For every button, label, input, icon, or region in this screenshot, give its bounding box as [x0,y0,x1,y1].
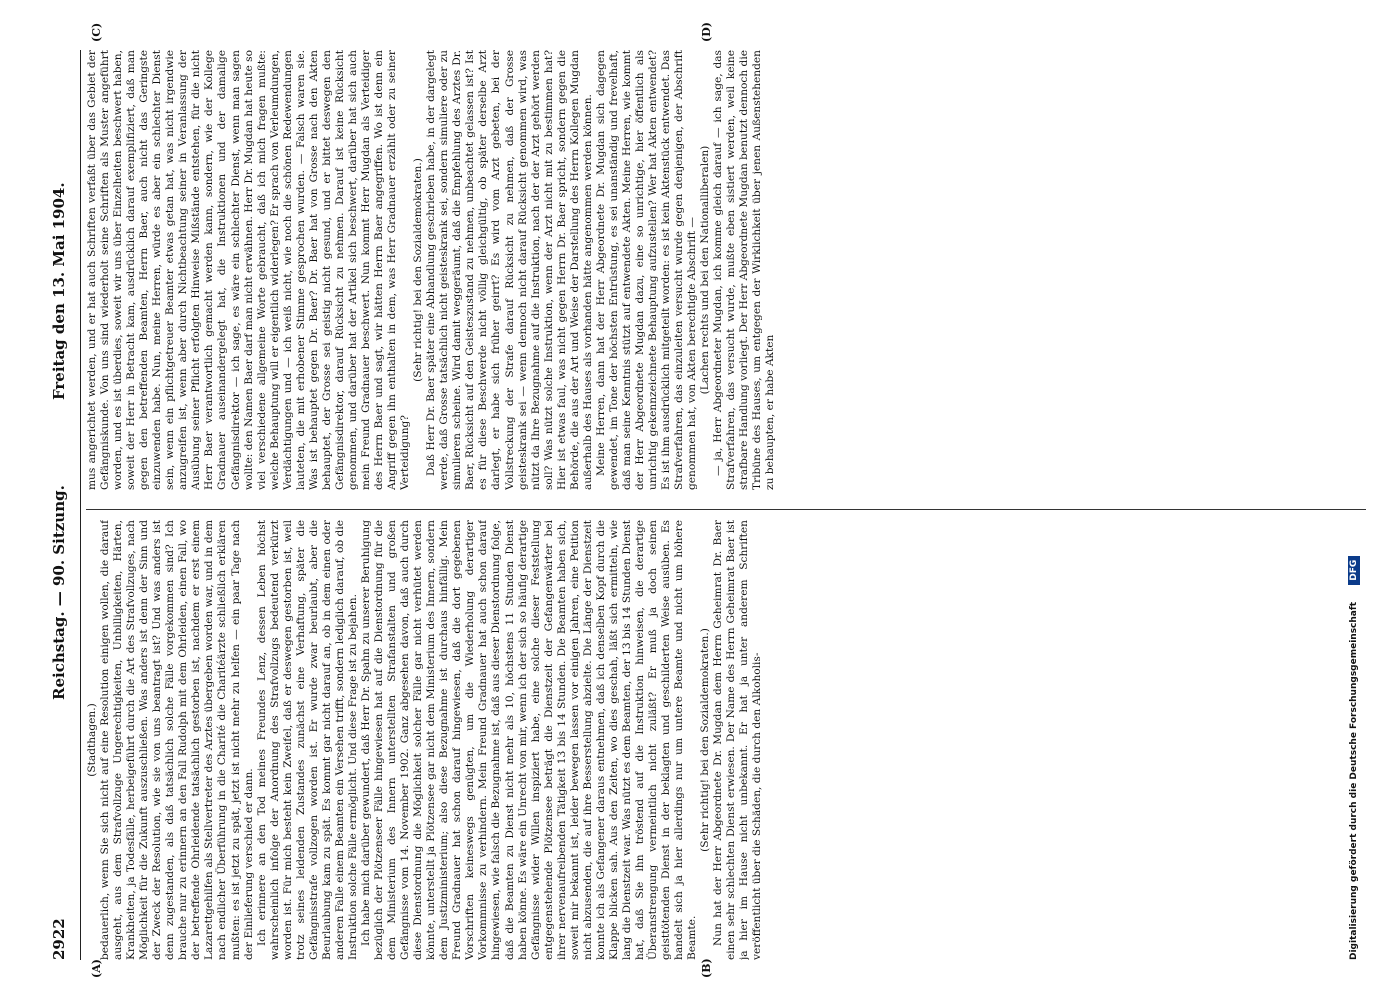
interjection: (Sehr richtig! bei den Sozialdemokraten.) [699,628,712,852]
paragraph: Meine Herren, dann hat der Herr Abgeordnete Dr. Mugdan sich dagegen gewendet, im Tone der höchsten Entrüstung, es sei unanständig und frevelhaft, daß man seine Kenntnis stützt auf entwendete Akten. Meine Herren, wie kommt der Herr Abgeordnete Mugdan dazu, eine so unrichtige, hier öffentlich als unrichtig gekennzeichnete Behauptung aufzustellen? Wer hat Akten entwendet? Es ist ihm ausdrücklich mitgeteilt worden: es ist kein Aktenstück entwendet. Das Strafverfahren, das einzuleiten versucht wurde gegen denjenigen, der Abschrift genommen hat, von Akten berechtigte Abschrift — [594,50,699,490]
paragraph: Ich erinnere an den Tod meines Freundes Lenz, dessen Leben höchst wahrscheinlich infolge der Anordnung des Strafvollzugs bedeutend verkürzt worden ist. Für mich besteht kein Zweifel, daß er deswegen gestorben ist, weil trotz seines leidenden Zustandes zunächst eine Verhaftung, später die Gefängnisstrafe vollzogen worden ist. Er wurde zwar beurlaubt, aber die Beurlaubung kam zu spät. Es kommt gar nicht darauf an, ob in dem einen oder anderen Falle einem Beamten ein Versehen trifft, sondern lediglich darauf, ob die Instruktion solche Fälle ermöglicht. Und diese Frage ist zu bejahen. [255,520,359,960]
paragraph: — ja, Herr Abgeordneter Mugdan, ich komme gleich darauf — ich sage, das Strafverfahren, das versucht wurde, mußte eben sistiert werden, weil keine strafbare Handlung vorliegt. Der Herr Abgeordnete Mugdan benutzt dennoch die Tribüne des Hauses, um entgegen der Wirklichkeit über jenen Außenstehenden zu behaupten, er habe Akten [712,50,777,490]
digitization-credit [1348,30,1378,960]
paragraph: mus angerichtet werden, und er hat auch Schriften verfaßt über das Gebiet der Gefängniskunde. Von uns sind wiederholt seine Schriften als Muster angeführt worden, und es ist überdies, soweit wir uns über Einzelheiten beschwert haben, soweit der Herr in Betracht kam, ausdrücklich darauf exemplifiziert, daß man gegen den betreffenden Beamten, Herrn Baer, auch nicht das Geringste einzuwenden habe. Nun, meine Herren, würde es aber ein schlechter Dienst sein, wenn ein pflichtgetreuer Beamter etwas getan hat, was nicht irgendwie anzugreifen ist, wenn aber durch Nichtbeachtung seiner in Veranlassung der Ausübung seiner Pflicht erfolgten Hinweise Mißstände entstehen, für die nicht Herr Baer verantwortlich gemacht werden kann, sondern, wie der Kollege Gradnauer auseinandergelegt hat, die Instruktionen und der damalige Gefängnisdirektor — ich sage, es wäre ein schlechter Dienst, wenn man sagen wollte: den Namen Baer darf man nicht erwähnen. Herr Dr. Mugdan hat heute so viel verschiedene allgemeine Worte gebraucht, daß ich mich fragen mußte: welche Behauptung will er eigentlich widerlegen? Er sprach von Verleumdungen, Verdächtigungen und — ich weiß nicht, wie noch die schönen Redewendungen lauteten, die mit erhobener Stimme gesprochen wurden. — Falsch waren sie. Was ist behauptet gegen Dr. Baer? Dr. Baer hat von Grosse nach den Akten behauptet, der Grosse sei geistig nicht gesund, und er bittet deswegen den Gefängnisdirektor, darauf Rücksicht zu nehmen. Darauf ist keine Rücksicht genommen, und darüber hat der Artikel sich beschwert, darüber hat sich auch mein Freund Gradnauer beschwert. Nun kommt Herr Mugdan als Verteidiger des Herrn Baer und sagt, wir hätten Herrn Baer angegriffen. Wo ist denn ein Angriff gegen ihn enthalten in dem, was Herr Gradnauer erzählt oder zu seiner Verteidigung? [86,50,412,490]
right-column [86,50,1366,490]
paragraph: Ich habe mich darüber gewundert, daß Herr Dr. Spahn zu unserer Beruhigung bezüglich der Plötzenseer Fälle hingewiesen hat auf die Dienstordnung für die dem Ministerium des Innern unterstellten Strafanstalten und großen Gefängnisse vom 14. November 1902. Ganz abgesehen davon, daß auch durch diese Dienstordnung die Möglichkeit solcher Fälle gar nicht verhütet werden könnte, unterstellt ja Plötzensee gar nicht dem Ministerium des Innern, sondern dem Justizministerium; also diese Bezugnahme ist durchaus hinfällig. Mein Freund Gradnauer hat schon darauf hingewiesen, daß die dort gegebenen Vorschriften keineswegs genügten, um die Wiederholung derartiger Vorkommnisse zu verhindern. Mein Freund Gradnauer hat auch schon darauf hingewiesen, wie falsch die Bezugnahme ist, daß aus dieser Dienstordnung folge, daß die Beamten zu Dienst nicht mehr als 10, höchstens 11 Stunden Dienst haben könne. Es wäre ein Unrecht von mir, wenn ich der sich so häufig derartige Gefängnisse wider Willen inspiziert habe, eine solche dieser Feststellung entgegenstehende Plötzensee beträgt die Dienstzeit der Gefangenwärter bei ihrer nervenaufreibenden Tätigkeit 13 bis 14 Stunden. Die Beamten haben sich, soweit mir bekannt ist, leider bewegen lassen vor einigen Jahren, eine Petition nicht abzusenden, die auf ihre Besserstellung abzielte. Die Länge der Dienstzeit konnte ich als Gefangener daraus entnehmen, daß ich denselben Kopf durch die Klappe blicken sah. Aus den Zeiten, wo dies geschah, läßt sich ermitteln, wie lang die Dienstzeit war. Was nützt es dem Beamten, der 13 bis 14 Stunden Dienst hat, daß Sie ihn tröstend auf die Instruktion hinweisen, die derartige Überanstrengung vermeintlich nicht zuläßt? Er muß ja doch seinen geisttötenden Dienst in der beklagten und geschilderten Weise ausüben. Es handelt sich ja hier allerdings nur um untere Beamte und nicht um höhere Beamte. [359,520,699,960]
speaker-tag: (Stadthagen.) [86,703,98,777]
margin-mark-c: (C) [90,22,103,42]
interjection: (Lachen rechts und bei den Nationalliberalen) [699,145,712,395]
paragraph: Daß Herr Dr. Baer später eine Abhandlung geschrieben habe, in der dargelegt werde, daß Grosse tatsächlich nicht geisteskrank sei, sondern simuliere oder zu simulieren scheine. Wird damit weggeräumt, daß die Empfehlung des Arztes Dr. Baer, Rücksicht auf den Geisteszustand zu nehmen, unbeachtet gelassen ist? Ist es für diese Beschwerde nicht völlig gleichgültig, ob später derselbe Arzt darlegt, er habe sich früher geirrt? Es wird vom Arzt gebeten, bei der Vollstreckung der Strafe darauf Rücksicht zu nehmen, daß der Grosse geisteskrank sei — wenn dennoch nicht darauf Rücksicht genommen wird, was nützt da Ihre Bezugnahme auf die Instruktion, nach der der Arzt gehört werden soll? Was nützt solche Instruktion, wenn der Arzt nicht mit zu bestimmen hat? Hier ist etwas faul, was nicht gegen Herrn Dr. Baer spricht, sondern gegen die Behörde, die aus der Art und Weise der Darstellung des Herrn Kollegen Mugdan außerhalb des Hauses als vorhanden hätte angenommen werden können. [425,50,594,490]
session-title: Reichstag. — 90. Sitzung. [50,485,68,700]
credit-text: Digitalisierung gefördert durch die Deutsche Forschungsgemeinschaft [1349,601,1359,960]
interjection: (Sehr richtig! bei den Sozialdemokraten.) [412,158,425,382]
page-number: 2922 [50,918,68,960]
paragraph: Nun hat der Herr Abgeordnete Dr. Mugdan dem Herrn Geheimrat Dr. Baer einen sehr schlechten Dienst erwiesen. Der Name des Herrn Geheimrat Baer ist ja hier im Hause nicht unbekannt. Er hat ja unter anderem Schriften veröffentlicht über die Schäden, die durch den Alkoholis- [712,520,764,960]
column-divider [86,509,1366,510]
dfg-logo: DFG [1348,556,1360,585]
paragraph: bedauerlich, wenn Sie sich nicht auf eine Resolution einigen wollen, die darauf ausgeht, aus dem Strafvollzuge Ungerechtigkeiten, Unbilligkeiten, Härten, Krankheiten, ja Todesfälle, herbeigeführt durch die Art des Strafvollzuges, nach Möglichkeit für die Zukunft auszuschließen. Was anders ist denn der Sinn und der Zweck der Resolution, wie sie von uns beantragt ist? Und was anders ist denn zugestanden, als daß tatsächlich solche Fälle vorgekommen sind? Ich brauche nur zu erinnern an den Fall Rudolph mit dem Ohrleiden, einen Fall, wo der betreffende Ohrleidende tatsächlich gestorben ist, nachdem er erst einem Lazarettgehilfen als Stellvertreter des Arztes übergeben worden war, und in dem nach endlicher Überführung in die Charité die Charitéärzte schließlich erklären mußten: es ist jetzt zu spät, jetzt ist nicht mehr zu helfen — ein paar Tage nach der Einlieferung verschied er dann. [99,520,255,960]
header-rule [80,50,81,960]
margin-mark-a: (A) [90,959,103,978]
session-date: Freitag den 13. Mai 1904. [50,182,68,400]
page-header [50,50,78,960]
margin-mark-d: (D) [700,22,713,42]
left-column [86,520,1366,960]
margin-mark-b: (B) [700,958,713,978]
